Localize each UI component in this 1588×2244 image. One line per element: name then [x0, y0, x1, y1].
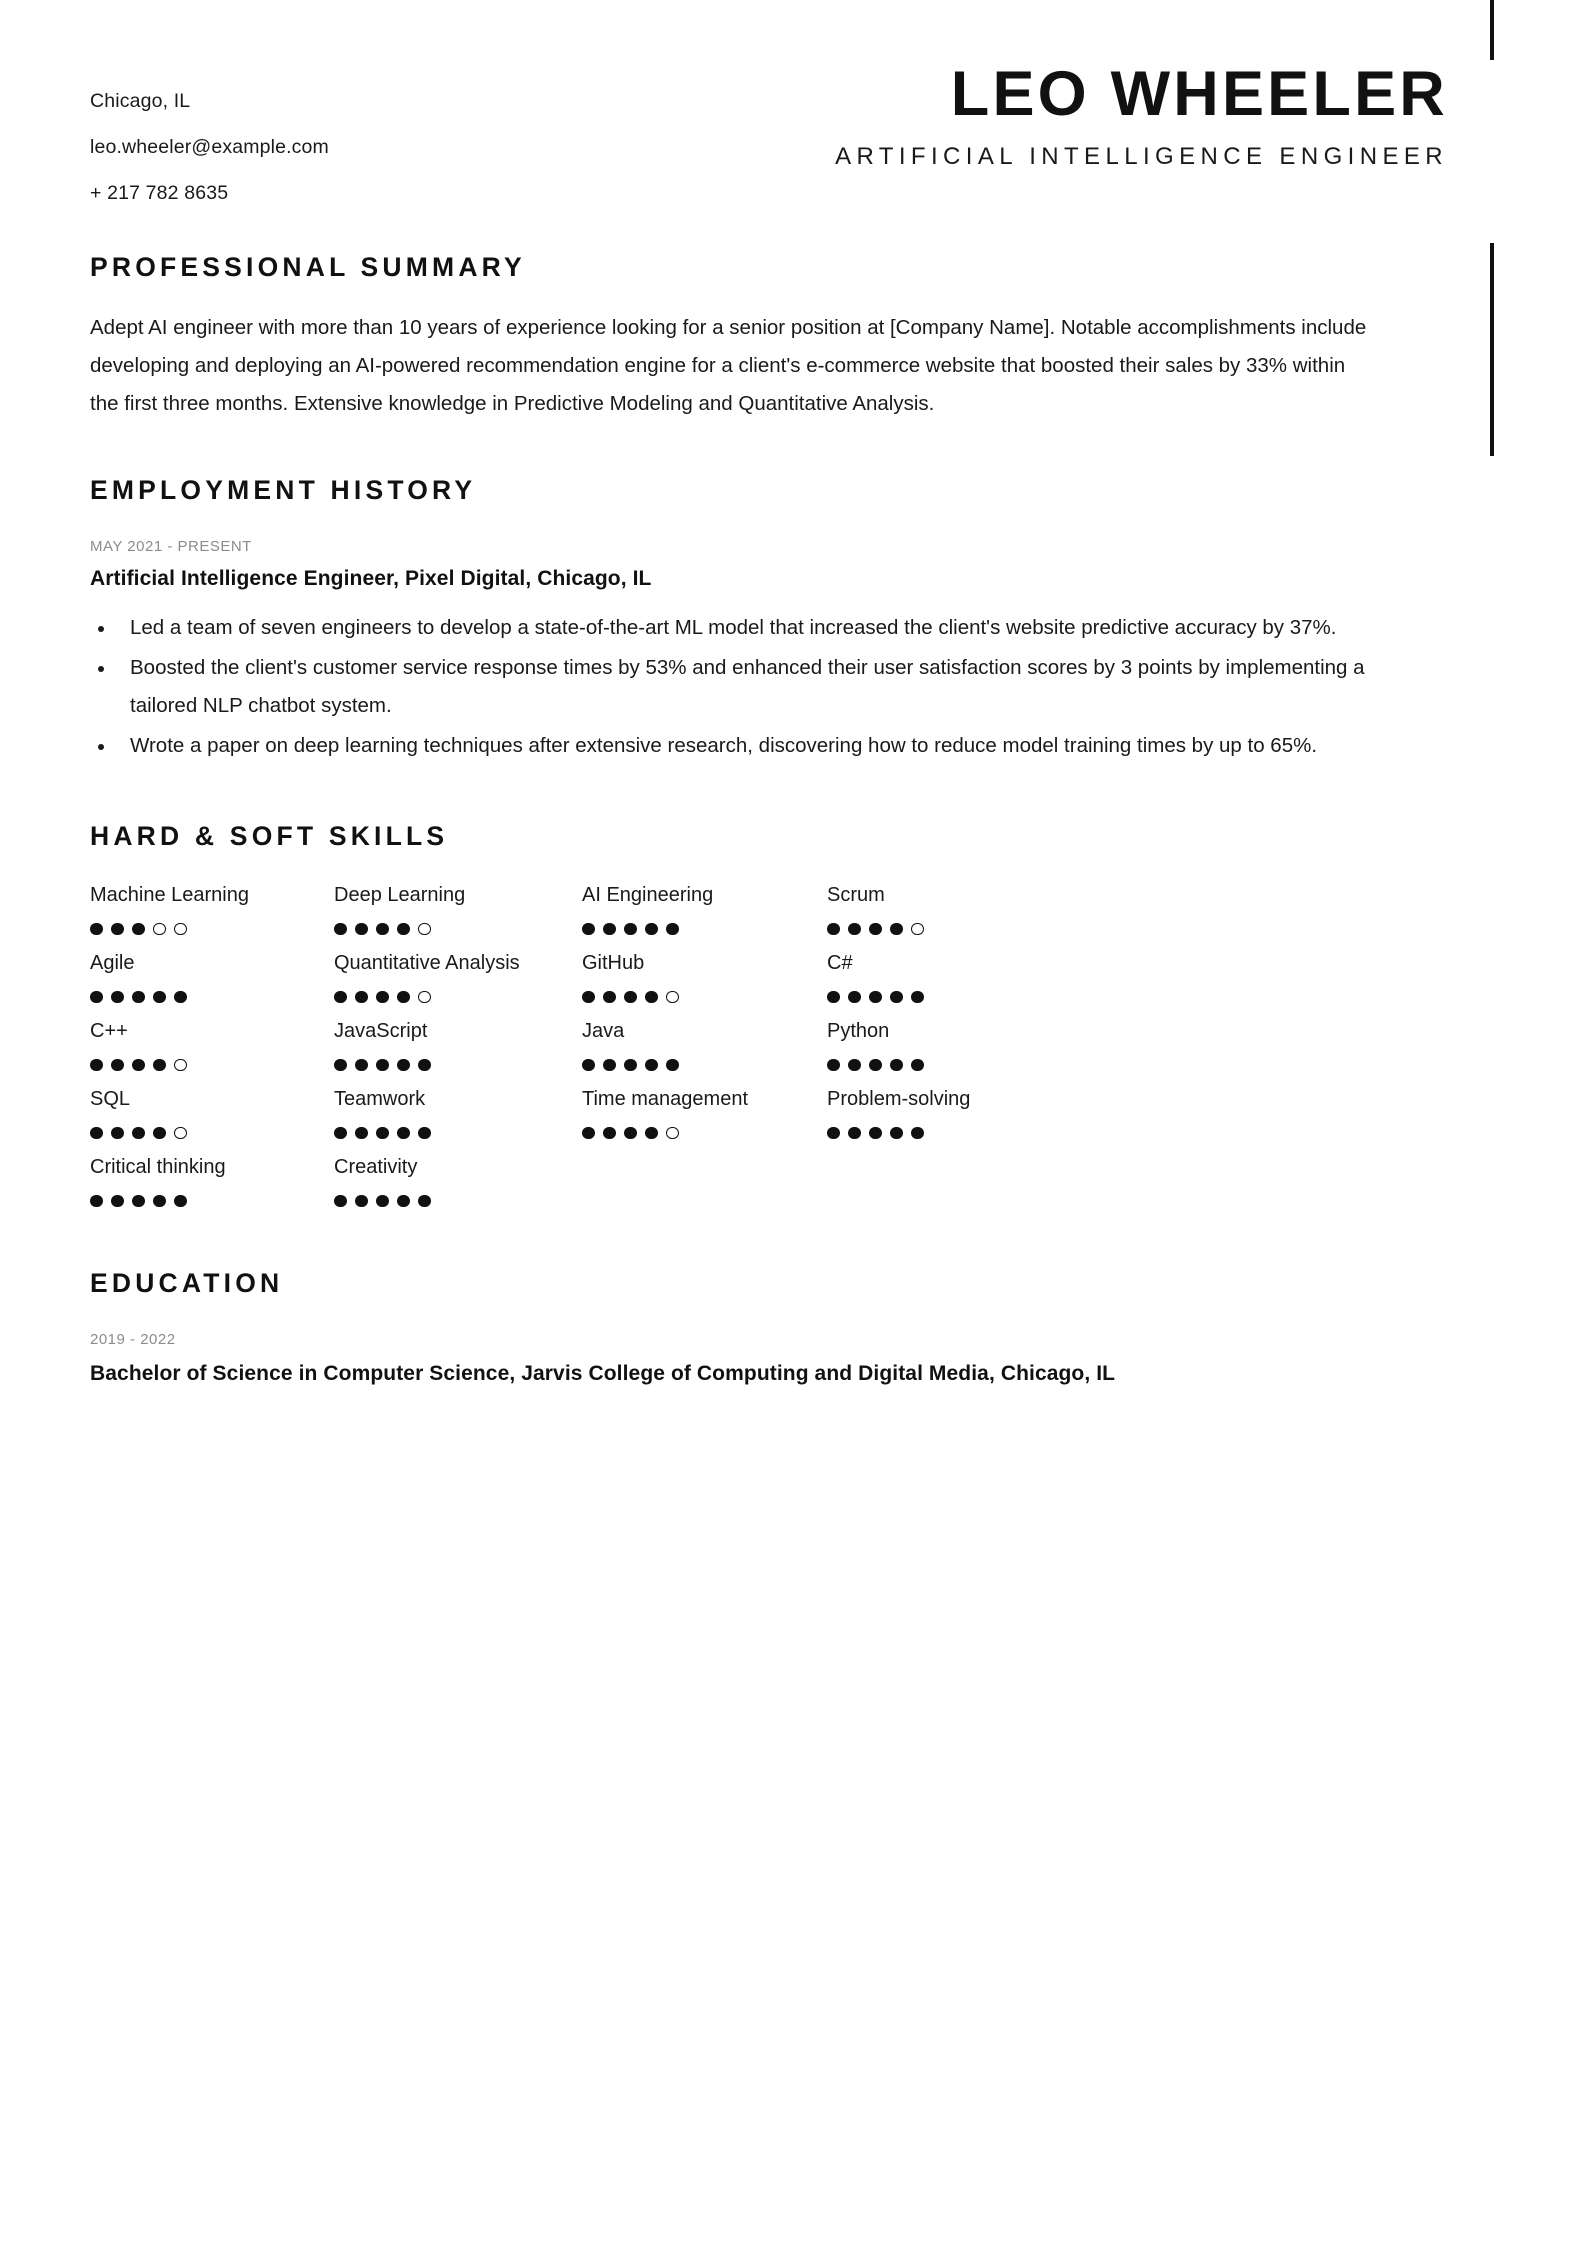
rating-dot-filled — [911, 1127, 924, 1140]
skill-name: C# — [827, 952, 853, 974]
skill-item — [334, 878, 582, 946]
rating-dot-filled — [90, 1195, 103, 1208]
rating-dot-filled — [827, 1059, 840, 1072]
rating-dot-empty — [174, 1127, 187, 1140]
rating-dot-filled — [111, 1195, 124, 1208]
rating-dot-filled — [624, 1127, 637, 1140]
skill-item — [582, 1014, 827, 1082]
rating-dot-filled — [869, 1059, 882, 1072]
rating-dot-filled — [90, 1127, 103, 1140]
rating-dot-filled — [645, 991, 658, 1004]
section-title-education: EDUCATION — [90, 1268, 284, 1298]
contact-location: Chicago, IL — [90, 90, 191, 112]
rating-dot-filled — [334, 1059, 347, 1072]
rating-dot-filled — [111, 1059, 124, 1072]
skill-name: SQL — [90, 1088, 131, 1110]
skill-rating — [334, 1121, 582, 1145]
rating-dot-filled — [111, 1127, 124, 1140]
rating-dot-empty — [418, 991, 431, 1004]
education-entry — [90, 1331, 1498, 1392]
skill-item — [334, 1014, 582, 1082]
skill-rating — [582, 917, 827, 941]
rating-dot-filled — [334, 1127, 347, 1140]
skill-name: Critical thinking — [90, 1156, 226, 1178]
rating-dot-filled — [153, 1195, 166, 1208]
rating-dot-filled — [827, 923, 840, 936]
rating-dot-filled — [645, 1127, 658, 1140]
rating-dot-filled — [890, 1059, 903, 1072]
rating-dot-filled — [90, 1059, 103, 1072]
rating-dot-empty — [666, 1127, 679, 1140]
skill-rating — [334, 985, 582, 1009]
rating-dot-filled — [111, 923, 124, 936]
rating-dot-filled — [355, 923, 368, 936]
summary-paragraph: Adept AI engineer with more than 10 years of experience looking for a senior position at [Company Name]. Notable accomplishments include developing and deploying an AI-powered recommendation engine for a client's e-commerce website that boosted their sales by 33% within the first three months. Extensive knowledge in Predictive Modeling and Quantitative Analysis. — [90, 316, 1367, 415]
skill-rating — [90, 917, 334, 941]
rating-dot-empty — [911, 923, 924, 936]
skill-item — [90, 1082, 334, 1150]
skill-item — [90, 1014, 334, 1082]
rating-dot-filled — [890, 923, 903, 936]
rating-dot-filled — [334, 1195, 347, 1208]
rating-dot-filled — [624, 1059, 637, 1072]
rating-dot-filled — [582, 1127, 595, 1140]
rating-dot-filled — [397, 923, 410, 936]
skill-name: Teamwork — [334, 1088, 426, 1110]
skill-name: Scrum — [827, 884, 885, 906]
skill-name: Agile — [90, 952, 135, 974]
rating-dot-filled — [666, 1059, 679, 1072]
rating-dot-empty — [666, 991, 679, 1004]
rating-dot-filled — [418, 1059, 431, 1072]
section-education — [90, 1268, 1498, 1392]
resume-content — [0, 252, 1588, 1392]
contact-email[interactable]: leo.wheeler@example.com — [90, 136, 329, 158]
rating-dot-empty — [418, 923, 431, 936]
rating-dot-filled — [355, 991, 368, 1004]
rating-dot-filled — [869, 991, 882, 1004]
skill-item — [582, 878, 827, 946]
rating-dot-filled — [90, 991, 103, 1004]
education-entry-heading: Bachelor of Science in Computer Science, Jarvis College of Computing and Digital Media, Chicago, IL — [90, 1362, 1116, 1385]
rating-dot-filled — [376, 1195, 389, 1208]
skill-rating — [90, 1189, 334, 1213]
skill-name: JavaScript — [334, 1020, 428, 1042]
rating-dot-filled — [376, 923, 389, 936]
skill-name: Deep Learning — [334, 884, 466, 906]
rating-dot-filled — [869, 923, 882, 936]
rating-dot-filled — [397, 1127, 410, 1140]
rating-dot-filled — [132, 923, 145, 936]
rating-dot-empty — [174, 923, 187, 936]
rating-dot-filled — [848, 991, 861, 1004]
skill-rating — [90, 1053, 334, 1077]
rating-dot-filled — [911, 991, 924, 1004]
skill-item — [334, 946, 582, 1014]
rating-dot-filled — [397, 1059, 410, 1072]
skill-item — [90, 1150, 334, 1218]
skill-item — [827, 1014, 1498, 1082]
employment-bullet: Boosted the client's customer service response times by 53% and enhanced their user satisfaction scores by 3 points by implementing a tailored NLP chatbot system. — [90, 649, 1420, 725]
skill-rating — [827, 1121, 1498, 1145]
rating-dot-filled — [603, 1059, 616, 1072]
rating-dot-filled — [90, 923, 103, 936]
rating-dot-filled — [869, 1127, 882, 1140]
rating-dot-filled — [376, 1059, 389, 1072]
rating-dot-filled — [153, 1059, 166, 1072]
skill-rating — [582, 1053, 827, 1077]
rating-dot-filled — [603, 1127, 616, 1140]
skill-item — [334, 1150, 582, 1218]
skills-grid — [90, 878, 1498, 1218]
employment-bullet-list — [90, 609, 1498, 765]
rating-dot-filled — [827, 1127, 840, 1140]
rating-dot-filled — [645, 923, 658, 936]
employment-bullet: Wrote a paper on deep learning techniques after extensive research, discovering how to reduce model training times by up to 65%. — [90, 727, 1420, 765]
rating-dot-filled — [334, 923, 347, 936]
rating-dot-filled — [603, 923, 616, 936]
skill-rating — [90, 985, 334, 1009]
section-professional-summary — [90, 252, 1498, 423]
skill-name: Java — [582, 1020, 625, 1042]
section-title-skills: HARD & SOFT SKILLS — [90, 821, 449, 851]
rating-dot-filled — [397, 1195, 410, 1208]
rating-dot-filled — [848, 923, 861, 936]
rating-dot-filled — [645, 1059, 658, 1072]
section-hard-soft-skills — [90, 821, 1498, 1218]
rating-dot-filled — [111, 991, 124, 1004]
skill-item — [90, 946, 334, 1014]
skill-item — [90, 878, 334, 946]
skill-name: Quantitative Analysis — [334, 952, 520, 974]
rating-dot-filled — [355, 1195, 368, 1208]
skill-name: Python — [827, 1020, 890, 1042]
section-title-summary: PROFESSIONAL SUMMARY — [90, 252, 526, 282]
employment-bullet: Led a team of seven engineers to develop a state-of-the-art ML model that increased the client's website predictive accuracy by 37%. — [90, 609, 1420, 647]
employment-entry-date: MAY 2021 - PRESENT — [90, 538, 252, 555]
rating-dot-filled — [355, 1059, 368, 1072]
rating-dot-filled — [666, 923, 679, 936]
rating-dot-filled — [603, 991, 616, 1004]
employment-entry-heading: Artificial Intelligence Engineer, Pixel Digital, Chicago, IL — [90, 567, 652, 590]
rating-dot-filled — [376, 991, 389, 1004]
rating-dot-filled — [582, 991, 595, 1004]
rating-dot-filled — [132, 991, 145, 1004]
skill-item — [582, 946, 827, 1014]
rating-dot-filled — [624, 991, 637, 1004]
skill-name: Machine Learning — [90, 884, 249, 906]
rating-dot-filled — [376, 1127, 389, 1140]
skill-rating — [334, 1053, 582, 1077]
skill-rating — [827, 985, 1498, 1009]
header-rule-top — [1490, 0, 1494, 60]
rating-dot-filled — [827, 991, 840, 1004]
skill-name: Problem-solving — [827, 1088, 971, 1110]
rating-dot-filled — [132, 1195, 145, 1208]
skill-name: AI Engineering — [582, 884, 714, 906]
section-employment-history — [90, 475, 1498, 765]
section-title-employment: EMPLOYMENT HISTORY — [90, 475, 477, 505]
rating-dot-filled — [334, 991, 347, 1004]
skill-item — [582, 1082, 827, 1150]
rating-dot-filled — [582, 923, 595, 936]
rating-dot-filled — [624, 923, 637, 936]
skill-name: Creativity — [334, 1156, 418, 1178]
rating-dot-filled — [132, 1059, 145, 1072]
rating-dot-empty — [174, 1059, 187, 1072]
rating-dot-filled — [174, 991, 187, 1004]
skill-rating — [334, 917, 582, 941]
rating-dot-filled — [153, 991, 166, 1004]
rating-dot-filled — [911, 1059, 924, 1072]
contact-block — [90, 78, 570, 216]
rating-dot-filled — [397, 991, 410, 1004]
identity-block — [835, 59, 1448, 171]
rating-dot-filled — [355, 1127, 368, 1140]
candidate-job-title: ARTIFICIAL INTELLIGENCE ENGINEER — [835, 142, 1448, 170]
rating-dot-filled — [848, 1059, 861, 1072]
rating-dot-filled — [132, 1127, 145, 1140]
skill-name: GitHub — [582, 952, 645, 974]
rating-dot-empty — [153, 923, 166, 936]
skill-item — [827, 1082, 1498, 1150]
rating-dot-filled — [153, 1127, 166, 1140]
rating-dot-filled — [582, 1059, 595, 1072]
rating-dot-filled — [418, 1195, 431, 1208]
candidate-name: LEO WHEELER — [950, 59, 1448, 129]
contact-phone[interactable]: + 217 782 8635 — [90, 182, 229, 204]
skill-rating — [582, 1121, 827, 1145]
skill-rating — [827, 1053, 1498, 1077]
skill-name: C++ — [90, 1020, 128, 1042]
rating-dot-filled — [174, 1195, 187, 1208]
skill-name: Time management — [582, 1088, 748, 1110]
skill-item — [827, 878, 1498, 946]
skill-rating — [827, 917, 1498, 941]
rating-dot-filled — [418, 1127, 431, 1140]
resume-header — [0, 0, 1588, 230]
education-entry-date: 2019 - 2022 — [90, 1331, 176, 1348]
skill-item — [334, 1082, 582, 1150]
rating-dot-filled — [890, 991, 903, 1004]
rating-dot-filled — [848, 1127, 861, 1140]
skill-rating — [334, 1189, 582, 1213]
rating-dot-filled — [890, 1127, 903, 1140]
employment-entry — [90, 538, 1498, 765]
skill-rating — [90, 1121, 334, 1145]
skill-rating — [582, 985, 827, 1009]
skill-item — [827, 946, 1498, 1014]
